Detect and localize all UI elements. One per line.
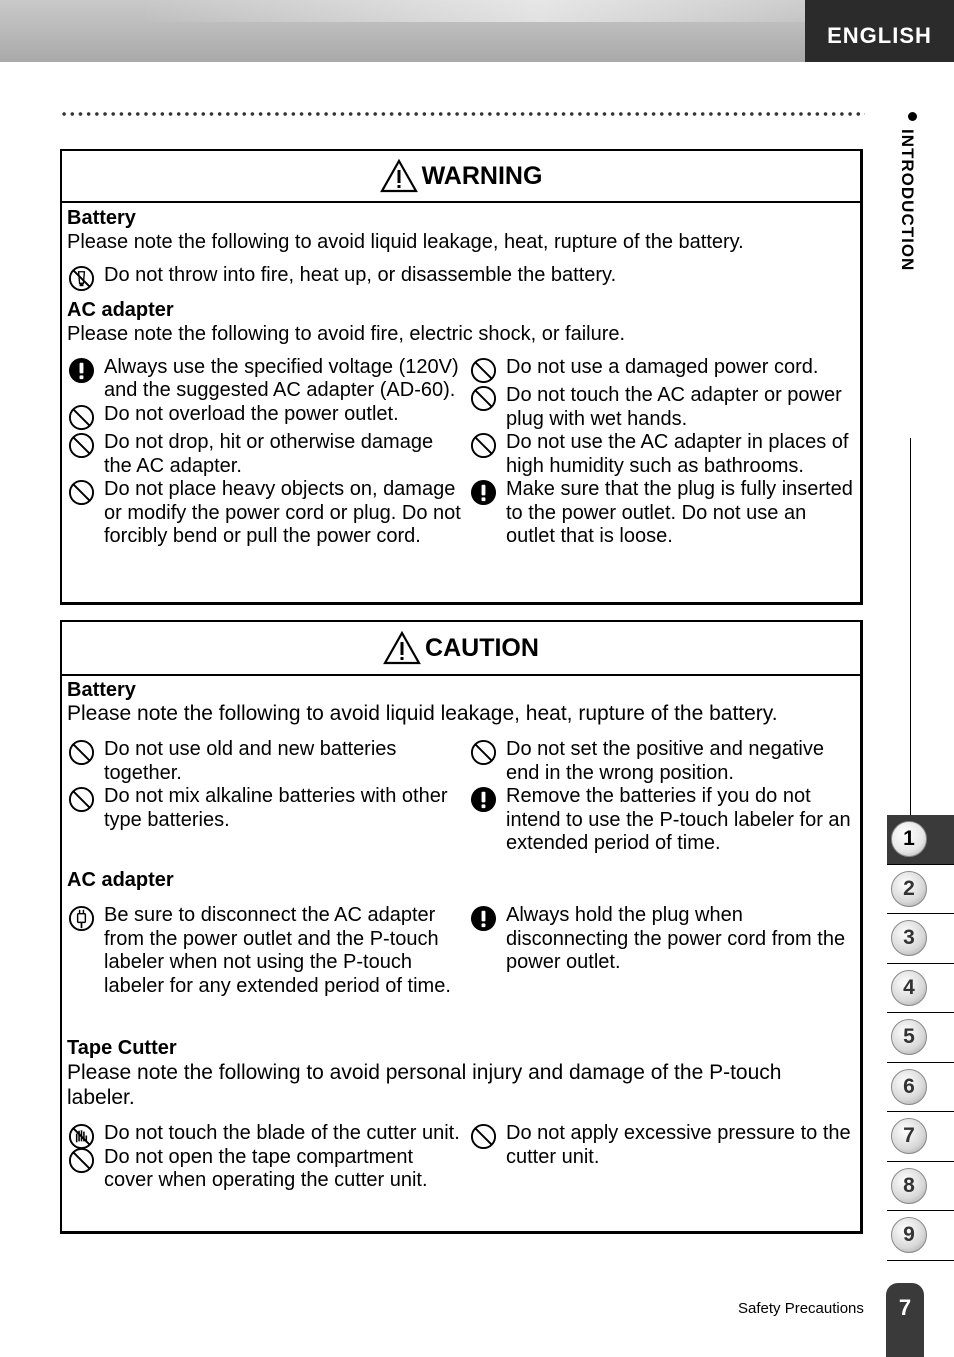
warning-title: WARNING (421, 161, 543, 190)
item-text: Do not touch the AC adapter or power plug with wet hands. (506, 384, 842, 430)
dotted-divider (60, 110, 865, 118)
caution-header (62, 622, 860, 676)
item-text: Do not open the tape compartment cover when operating the cutter unit. (104, 1145, 428, 1191)
ac-adapter-heading: AC adapter (67, 869, 174, 891)
mandatory-icon (68, 357, 95, 384)
section-side-title (893, 112, 917, 312)
item-text: Do not drop, hit or otherwise damage the AC adapter. (104, 431, 434, 477)
ac-adapter-description: Please note the following to avoid fire, electric shock, or failure. (67, 322, 626, 345)
prohibited-icon (470, 1123, 497, 1150)
warning-triangle-icon (380, 159, 418, 193)
chapter-tab-5[interactable] (887, 1013, 954, 1063)
chapter-number: 2 (891, 871, 927, 907)
item-text: Remove the batteries if you do not intend to use the P-touch labeler for an extended period of time. (506, 785, 851, 854)
list-item (62, 1146, 464, 1193)
side-rule (910, 438, 911, 816)
mandatory-icon (470, 905, 497, 932)
prohibited-icon (68, 739, 95, 766)
chapter-number: 8 (891, 1168, 927, 1204)
battery-description: Please note the following to avoid liquid leakage, heat, rupture of the battery. (67, 231, 744, 253)
tape-cutter-heading: Tape Cutter (67, 1037, 177, 1059)
no-disassemble-icon (68, 265, 95, 292)
list-item (62, 785, 464, 832)
list-item (62, 1122, 464, 1146)
item-text: Do not use a damaged power cord. (506, 355, 819, 378)
list-item (62, 478, 464, 549)
list-item (62, 264, 860, 288)
prohibited-icon (68, 404, 95, 431)
page-number: 7 (898, 1295, 912, 1320)
item-text: Do not place heavy objects on, damage or modify the power cord or plug. Do not forcibly bend or pull the power cord. (104, 478, 461, 547)
bullet-icon (908, 112, 917, 121)
chapter-tab-1[interactable] (887, 815, 954, 865)
prohibited-icon (68, 786, 95, 813)
item-text: Do not set the positive and negative end in the wrong position. (506, 738, 824, 784)
warning-header (62, 151, 860, 203)
item-text: Do not touch the blade of the cutter unit. (104, 1122, 460, 1144)
prohibited-icon (470, 385, 497, 412)
mandatory-icon (470, 786, 497, 813)
list-item (62, 738, 464, 785)
list-item (464, 384, 859, 431)
prohibited-icon (470, 357, 497, 384)
page-number-tab (886, 1283, 924, 1357)
chapter-tabs (887, 815, 954, 1261)
ac-adapter-heading: AC adapter (67, 298, 174, 321)
chapter-number: 6 (891, 1069, 927, 1105)
battery-description: Please note the following to avoid liquid leakage, heat, rupture of the battery. (67, 702, 778, 725)
item-text: Do not throw into fire, heat up, or disassemble the battery. (104, 264, 617, 286)
warning-triangle-icon (383, 631, 421, 665)
list-item (62, 904, 464, 998)
tape-cutter-description: Please note the following to avoid personal injury and damage of the P-touch labeler. (67, 1061, 782, 1109)
chapter-number: 4 (891, 970, 927, 1006)
chapter-number: 3 (891, 920, 927, 956)
chapter-tab-6[interactable] (887, 1063, 954, 1113)
list-item (464, 431, 859, 478)
chapter-tab-9[interactable] (887, 1211, 954, 1261)
list-item (464, 738, 859, 785)
item-text: Do not use old and new batteries together. (104, 738, 397, 784)
chapter-tab-2[interactable] (887, 865, 954, 915)
list-item (464, 785, 859, 856)
chapter-number: 9 (891, 1217, 927, 1253)
battery-heading: Battery (67, 207, 136, 229)
chapter-number: 5 (891, 1019, 927, 1055)
prohibited-icon (68, 1147, 95, 1174)
language-tab (805, 0, 954, 62)
item-text: Always use the specified voltage (120V) and the suggested AC adapter (AD-60). (104, 355, 459, 401)
list-item (464, 904, 859, 975)
chapter-number: 7 (891, 1118, 927, 1154)
list-item (464, 356, 859, 380)
chapter-number: 1 (891, 821, 927, 857)
chapter-tab-3[interactable] (887, 914, 954, 964)
item-text: Do not overload the power outlet. (104, 402, 399, 425)
unplug-icon (68, 905, 95, 932)
caution-title: CAUTION (425, 633, 539, 662)
prohibited-icon (68, 479, 95, 506)
list-item (464, 1122, 859, 1169)
list-item (464, 478, 859, 549)
warning-box (60, 149, 863, 605)
list-item (62, 356, 464, 403)
prohibited-icon (68, 432, 95, 459)
item-text: Do not use the AC adapter in places of high humidity such as bathrooms. (506, 431, 849, 477)
mandatory-icon (470, 479, 497, 506)
chapter-tab-4[interactable] (887, 964, 954, 1014)
item-text: Do not mix alkaline batteries with other type batteries. (104, 785, 448, 831)
list-item (62, 431, 464, 478)
list-item (62, 403, 464, 427)
header-band (0, 0, 805, 62)
caution-box (60, 620, 863, 1234)
prohibited-icon (470, 739, 497, 766)
language-label: ENGLISH (827, 23, 932, 48)
item-text: Be sure to disconnect the AC adapter from the power outlet and the P-touch labeler when not using the P-touch labeler for any extended period of time. (104, 904, 451, 997)
item-text: Do not apply excessive pressure to the cutter unit. (506, 1122, 851, 1168)
section-label: INTRODUCTION (898, 129, 917, 272)
battery-heading: Battery (67, 679, 136, 701)
prohibited-icon (470, 432, 497, 459)
item-text: Make sure that the plug is fully inserted to the power outlet. Do not use an outlet that is loose. (506, 478, 853, 547)
chapter-tab-7[interactable] (887, 1112, 954, 1162)
chapter-tab-8[interactable] (887, 1162, 954, 1212)
footer-section-label: Safety Precautions (738, 1300, 864, 1317)
item-text: Always hold the plug when disconnecting the power cord from the power outlet. (506, 904, 846, 973)
